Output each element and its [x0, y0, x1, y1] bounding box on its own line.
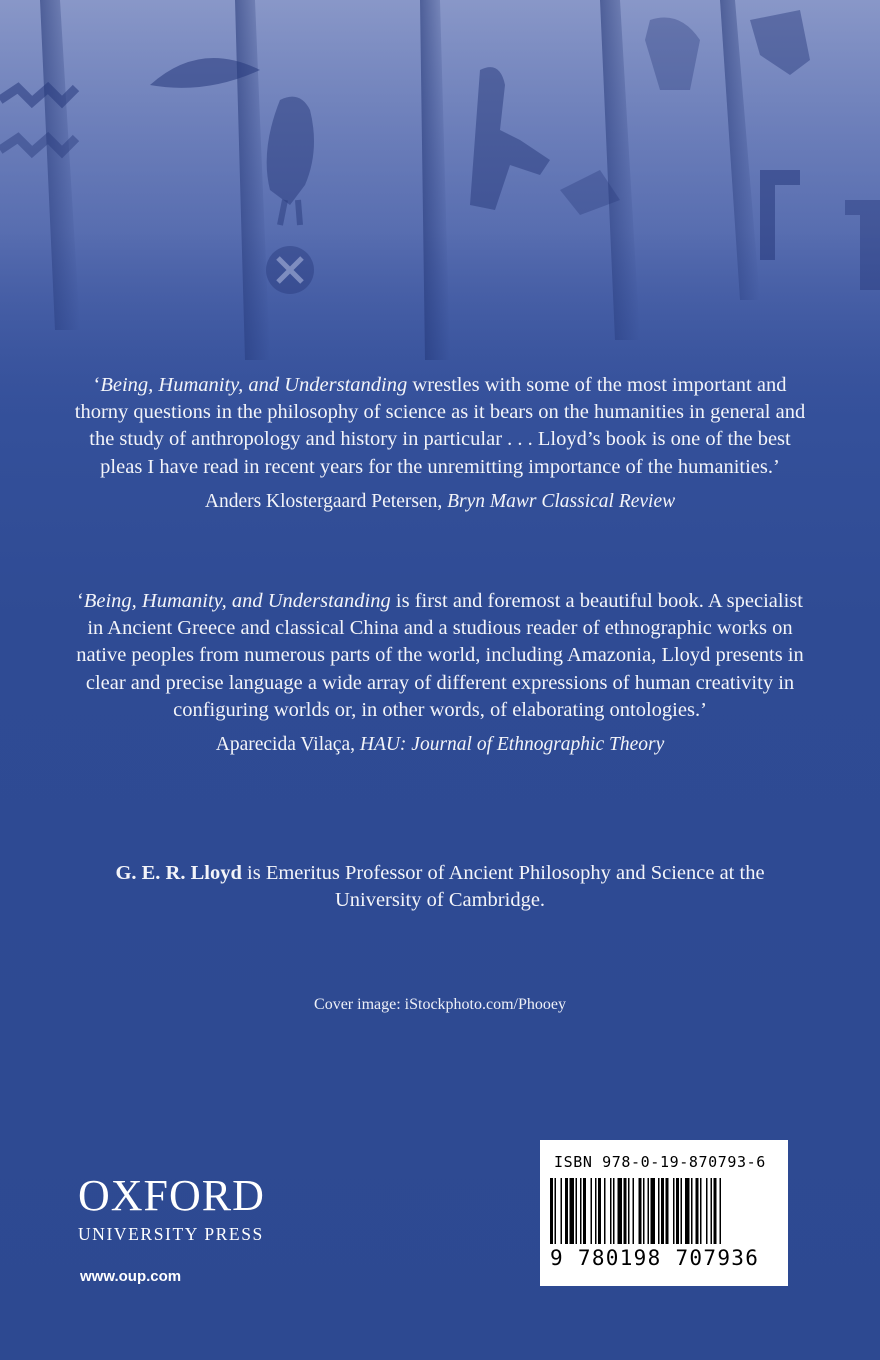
quote-text [70, 372, 810, 481]
barcode-bar [613, 1178, 615, 1244]
barcode-bar [591, 1178, 593, 1244]
barcode-bar [604, 1178, 606, 1244]
barcode-digits: 9 780198 707936 [550, 1246, 760, 1270]
quote-book-title: Being, Humanity, and Understanding [83, 590, 391, 612]
publisher-subtitle: UNIVERSITY PRESS [78, 1224, 264, 1244]
cover-image-credit: Cover image: iStockphoto.com/Phooey [314, 996, 566, 1013]
barcode-bar [681, 1178, 683, 1244]
quote-body: is first and foremost a beautiful book. A specialist in Ancient Greece and classical China and a studious reader of ethnographic works on native peoples from numerous parts of the world, including Amazonia, Lloyd presents in clear and precise language a wide array of different expressions of human creativity in configuring worlds or, in other words, of elaborating ontologies.’ [76, 590, 804, 721]
open-quote-mark: ‘ [77, 590, 84, 612]
barcode-bar [643, 1178, 645, 1244]
author-bio [70, 860, 810, 914]
open-quote-mark: ‘ [93, 374, 101, 396]
barcode-bars [550, 1178, 778, 1244]
barcode-bar [651, 1178, 656, 1244]
barcode-bar [598, 1178, 601, 1244]
author-bio-text: is Emeritus Professor of Ancient Philosophy and Science at the University of Cambridge. [241, 862, 765, 912]
barcode-bar [583, 1178, 586, 1244]
barcode-bar [610, 1178, 612, 1244]
quote-body: wrestles with some of the most important and thorny questions in the philosophy of science as it bears on the humanities in general and the study of anthropology and history in particular . . . Lloyd’s book is one of the best pleas I have read in recent years for the unremitting importance of the humanities.’ [74, 374, 806, 478]
publisher-website: www.oup.com [80, 1268, 182, 1285]
quote-text [70, 588, 810, 724]
publisher-name: OXFORD [78, 1171, 265, 1220]
barcode-bar [570, 1178, 575, 1244]
barcode-bar [580, 1178, 582, 1244]
review-source: Bryn Mawr Classical Review [447, 490, 676, 512]
barcode-bar [550, 1178, 553, 1244]
barcode-bar [706, 1178, 708, 1244]
barcode-bar [633, 1178, 635, 1244]
barcode-bar [666, 1178, 669, 1244]
publisher-logo [78, 1172, 308, 1245]
barcode-bar [676, 1178, 679, 1244]
barcode-bar [624, 1178, 627, 1244]
hieroglyph-relief-image [0, 0, 880, 420]
barcode-bar [711, 1178, 713, 1244]
barcode-bar [720, 1178, 722, 1244]
barcode-bar [691, 1178, 693, 1244]
barcode-bar [555, 1178, 557, 1244]
barcode-bar [595, 1178, 597, 1244]
review-source: HAU: Journal of Ethnographic Theory [359, 734, 665, 756]
barcode-bar [700, 1178, 702, 1244]
barcode-bar [648, 1178, 650, 1244]
barcode-bar [661, 1178, 664, 1244]
barcode-bar [696, 1178, 699, 1244]
barcode-bar [639, 1178, 642, 1244]
reviewer-name: Anders Klostergaard Petersen, [204, 490, 448, 512]
quote-book-title: Being, Humanity, and Understanding [100, 374, 408, 396]
barcode-bar [658, 1178, 660, 1244]
barcode-bar [618, 1178, 623, 1244]
barcode-bar [628, 1178, 630, 1244]
barcode-bar [714, 1178, 717, 1244]
review-quote-1 [70, 372, 810, 515]
isbn-barcode [540, 1140, 788, 1286]
barcode-bar [673, 1178, 675, 1244]
barcode-bar [565, 1178, 568, 1244]
reviewer-name: Aparecida Vilaça, [215, 734, 360, 756]
author-name: G. E. R. Lloyd [115, 862, 242, 884]
quote-attribution [70, 732, 810, 758]
quote-attribution [70, 489, 810, 515]
isbn-label: ISBN 978-0-19-870793-6 [554, 1153, 766, 1171]
review-quote-2 [70, 588, 810, 758]
barcode-bar [685, 1178, 690, 1244]
barcode-bar [561, 1178, 563, 1244]
barcode-bar [576, 1178, 578, 1244]
